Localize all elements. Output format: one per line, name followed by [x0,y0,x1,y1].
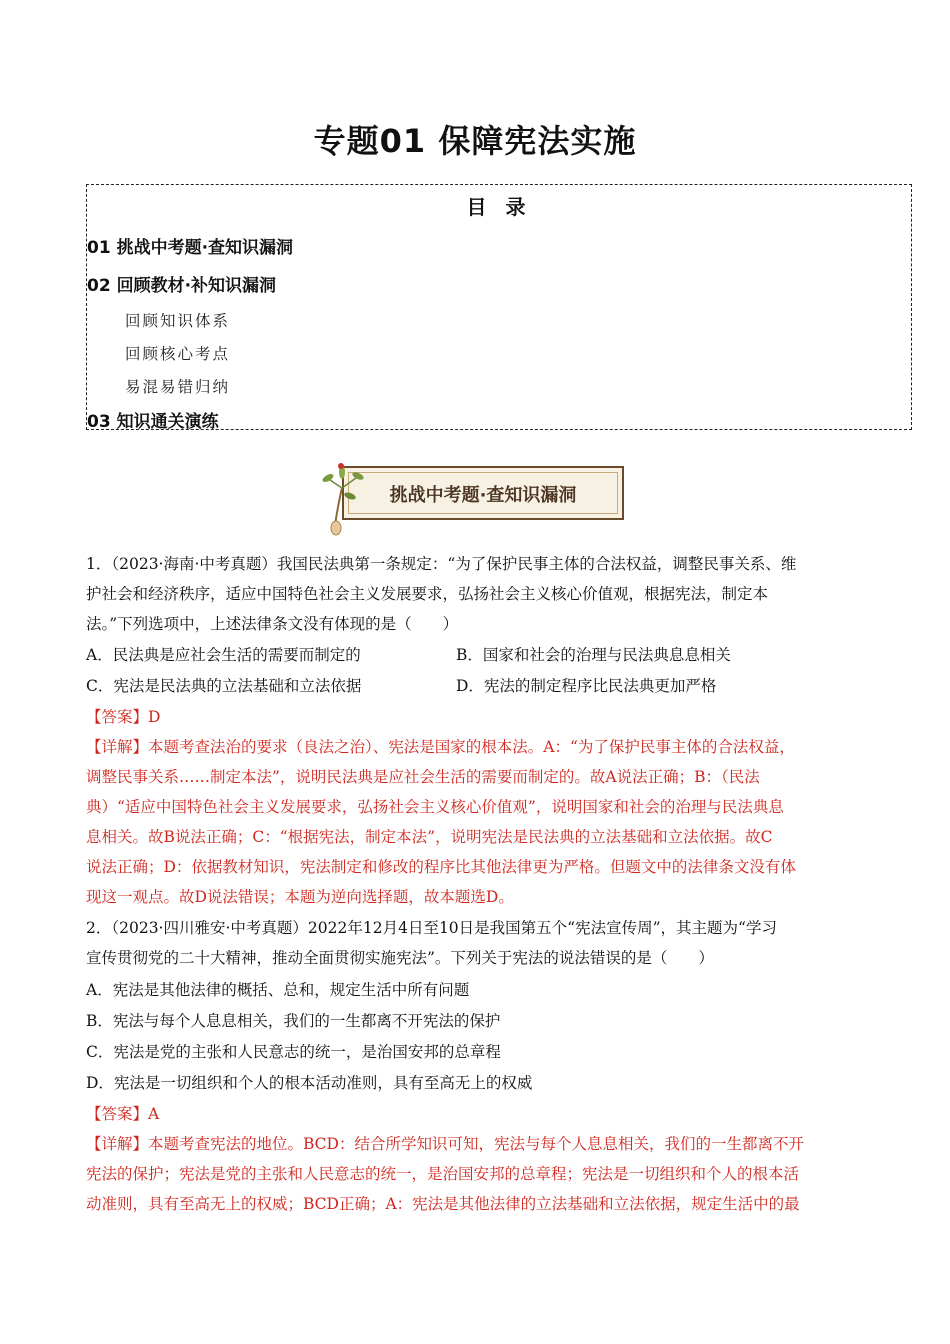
q2-stem-line: 宣传贯彻党的二十大精神，推动全面贯彻实施宪法”。下列关于宪法的说法错误的是（ ） [86,949,714,967]
q1-stem-line: 护社会和经济秩序，适应中国特色社会主义发展要求，弘扬社会主义核心价值观，根据宪法，制定本 [86,585,769,603]
q2-option-c[interactable]: C．宪法是党的主张和人民意志的统一，是治国安邦的总章程 [86,1043,501,1061]
q2-option-b[interactable]: B．宪法与每个人息息相关，我们的一生都离不开宪法的保护 [86,1012,501,1030]
q1-detail-line: 息相关。故B说法正确；C：“根据宪法，制定本法”，说明宪法是民法典的立法基础和立法依据。故C [86,828,773,846]
q2-detail-line: 【详解】本题考查宪法的地位。BCD：结合所学知识可知，宪法与每个人息息相关，我们的一生都离不开 [86,1135,804,1153]
q1-option-a[interactable]: A．民法典是应社会生活的需要而制定的 [86,646,361,664]
q1-answer: 【答案】D [86,708,161,726]
q1-option-d[interactable]: D．宪法的制定程序比民法典更加严格 [456,677,717,695]
toc-subsection[interactable]: 回顾知识体系 [125,312,231,330]
q2-answer: 【答案】A [86,1105,160,1123]
q1-stem-line: 法。”下列选项中，上述法律条文没有体现的是（ ） [86,615,459,633]
toc-section-02[interactable]: 02 回顾教材·补知识漏洞 [87,276,277,296]
q1-option-c[interactable]: C．宪法是民法典的立法基础和立法依据 [86,677,362,695]
q2-detail-line: 宪法的保护；宪法是党的主张和人民意志的统一，是治国安邦的总章程；宪法是一切组织和个人的根本活 [86,1165,800,1183]
toc-subsection[interactable]: 回顾核心考点 [125,345,231,363]
banner-frame [342,466,624,520]
table-of-contents [86,184,912,430]
q1-detail-line: 典）“适应中国特色社会主义发展要求，弘扬社会主义核心价值观”，说明国家和社会的治理与民法典息 [86,798,784,816]
q1-detail-line: 【详解】本题考查法治的要求（良法之治）、宪法是国家的根本法。A：“为了保护民事主体的合法权益， [86,738,795,756]
q1-detail-line: 调整民事关系……制定本法”，说明民法典是应社会生活的需要而制定的。故A说法正确；B：（民法 [86,768,760,786]
banner-title: 挑战中考题·查知识漏洞 [389,485,577,506]
q1-stem-line: 1．（2023·海南·中考真题）我国民法典第一条规定：“为了保护民事主体的合法权益，调整民事关系、维 [86,555,797,573]
q1-detail-line: 说法正确；D：依据教材知识，宪法制定和修改的程序比其他法律更为严格。但题文中的法律条文没有体 [86,858,796,876]
q2-stem-line: 2．（2023·四川雅安·中考真题）2022年12月4日至10日是我国第五个“宪法宣传周”，其主题为“学习 [86,919,777,937]
toc-heading: 目 录 [466,195,532,219]
q2-option-d[interactable]: D．宪法是一切组织和个人的根本活动准则，具有至高无上的权威 [86,1074,533,1092]
q2-detail-line: 动准则，具有至高无上的权威；BCD正确；A：宪法是其他法律的立法基础和立法依据，规定生活中的最 [86,1195,800,1213]
toc-subsection[interactable]: 易混易错归纳 [125,378,231,396]
toc-section-03[interactable]: 03 知识通关演练 [87,412,219,432]
ginseng-plant-icon [312,458,372,536]
section-banner [312,458,632,536]
q1-detail-line: 现这一观点。故D说法错误；本题为逆向选择题，故本题选D。 [86,888,514,906]
q1-option-b[interactable]: B．国家和社会的治理与民法典息息相关 [456,646,731,664]
q2-option-a[interactable]: A．宪法是其他法律的概括、总和，规定生活中所有问题 [86,981,470,999]
toc-section-01[interactable]: 01 挑战中考题·查知识漏洞 [87,238,294,258]
page-title: 专题01 保障宪法实施 [313,122,637,160]
